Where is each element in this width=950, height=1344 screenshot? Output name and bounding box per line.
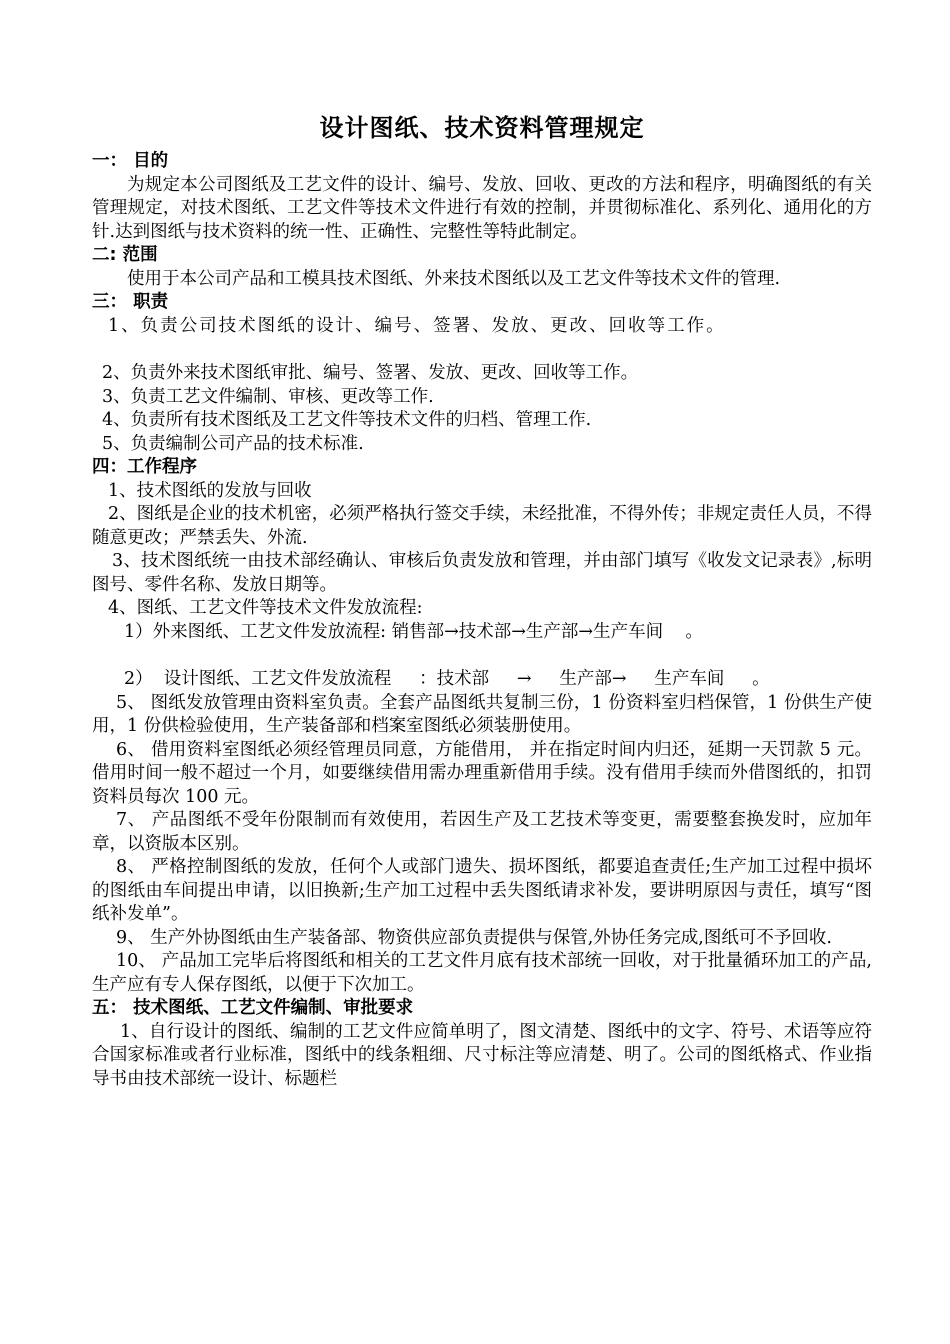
procedure-item-3: 3、技术图纸统一由技术部经确认、审核后负责发放和管理，并由部门填写《收发文记录表》,标明图号、零件名称、发放日期等。 xyxy=(92,551,872,595)
flow-external: 1）外来图纸、工艺文件发放流程: 销售部→技术部→生产部→生产车间 。 xyxy=(124,621,703,642)
procedure-item-7: 7、 产品图纸不受年份限制而有效使用，若因生产及工艺技术等变更，需要整套换发时，应加年章，以资版本区别。 xyxy=(92,810,872,854)
procedure-item-5: 5、 图纸发放管理由资料室负责。全套产品图纸共复制三份，1 份资料室归档保管，1 份供生产使用，1 份供检验使用，生产装备部和档案室图纸必须装册使用。 xyxy=(92,692,872,736)
procedure-item-6: 6、 借用资料室图纸必须经管理员同意，方能借用， 并在指定时间内归还，延期一天罚款 5 元。借用时间一般不超过一个月，如要继续借用需办理重新借用手续。没有借用手续而外借图纸的，扣罚资料员每次 100 元。 xyxy=(92,739,872,807)
flow-design: 2） 设计图纸、工艺文件发放流程 ：技术部 → 生产部→ 生产车间 。 xyxy=(124,669,770,689)
duty-item: 2、负责外来技术图纸审批、编号、签署、发放、更改、回收等工作。 xyxy=(102,363,639,383)
section-heading-procedure: 四：工作程序 xyxy=(92,457,197,477)
spacer xyxy=(92,644,872,668)
procedure-item-9: 9、 生产外协图纸由生产装备部、物资供应部负责提供与保管,外协任务完成,图纸可不予回收. xyxy=(116,927,832,948)
section-heading-duties: 三： 职责 xyxy=(92,292,169,312)
duty-item: 4、负责所有技术图纸及工艺文件等技术文件的归档、管理工作. xyxy=(102,410,592,430)
procedure-item-1: 1、技术图纸的发放与回收 xyxy=(108,480,312,501)
procedure-item-10: 10、 产品加工完毕后将图纸和相关的工艺文件月底有技术部统一回收，对于批量循环加工的产品,生产应有专人保存图纸，以便于下次加工。 xyxy=(92,951,872,995)
procedure-item-2: 2、图纸是企业的技术机密，必须严格执行签交手续，未经批准，不得外传；非规定责任人员，不得随意更改；严禁丢失、外流. xyxy=(92,504,872,548)
procedure-item-4: 4、图纸、工艺文件等技术文件发放流程: xyxy=(108,598,423,618)
duty-item: 1、负责公司技术图纸的设计、编号、签署、发放、更改、回收等工作。 xyxy=(108,315,726,336)
procedure-item-8: 8、 严格控制图纸的发放，任何个人或部门遗失、损坏图纸，都要追查责任;生产加工过程中损坏的图纸由车间提出申请，以旧换新;生产加工过程中丢失图纸请求补发，要讲明原因与责任，填写“图纸补发单”。 xyxy=(92,857,872,924)
requirements-item-1: 1、自行设计的图纸、编制的工艺文件应简单明了，图文清楚、图纸中的文字、符号、术语等应符合国家标准或者行业标准，图纸中的线条粗细、尺寸标注等应清楚、明了。公司的图纸格式、作业指导书由技术部统一设计、标题栏 xyxy=(92,1021,872,1089)
duty-item: 5、负责编制公司产品的技术标准. xyxy=(102,433,364,454)
scope-paragraph: 使用于本公司产品和工模具技术图纸、外来技术图纸以及工艺文件等技术文件的管理. xyxy=(127,268,781,289)
duty-item: 3、负责工艺文件编制、审核、更改等工作. xyxy=(102,386,434,407)
spacer xyxy=(92,338,872,362)
document-page xyxy=(92,108,872,1091)
purpose-paragraph: 为规定本公司图纸及工艺文件的设计、编号、发放、回收、更改的方法和程序，明确图纸的有关管理规定，对技术图纸、工艺文件等技术文件进行有效的控制，并贯彻标准化、系列化、通用化的方针.达到图纸与技术资料的统一性、正确性、完整性等特此制定。 xyxy=(92,174,872,242)
section-heading-requirements: 五： 技术图纸、工艺文件编制、审批要求 xyxy=(92,998,414,1018)
section-heading-scope: 二: 范围 xyxy=(92,245,158,265)
section-heading-purpose: 一： 目的 xyxy=(92,151,169,171)
document-title: 设计图纸、技术资料管理规定 xyxy=(319,114,645,142)
